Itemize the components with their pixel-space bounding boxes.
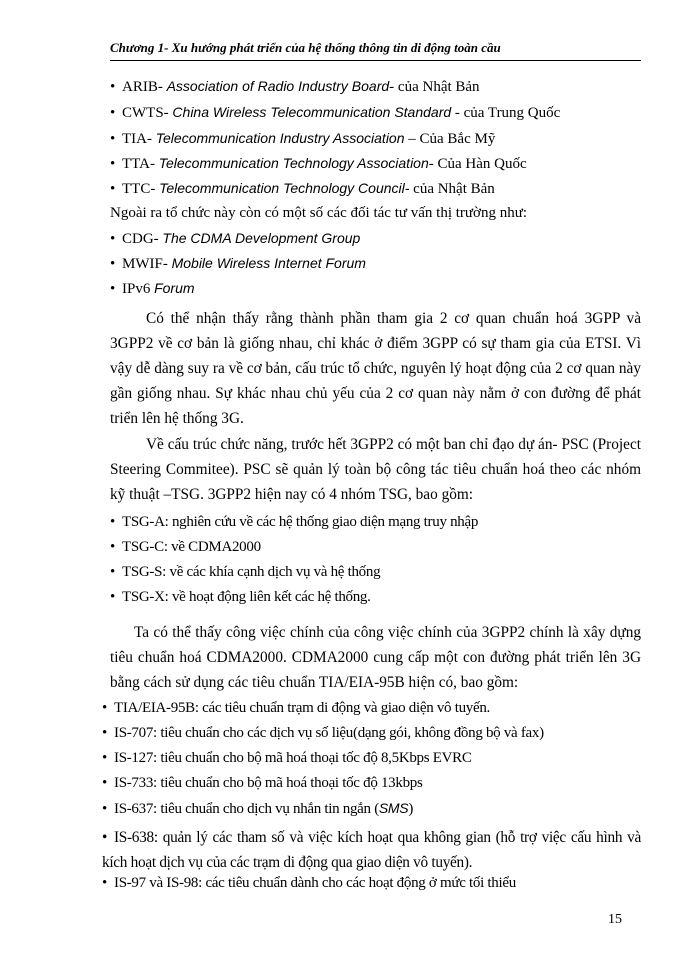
paragraph: Về cấu trúc chức năng, trước hết 3GPP2 có một ban chỉ đạo dự án- PSC (Project Steering Commitee). PSC sẽ quản lý toàn bộ công tác tiêu chuẩn hoá theo các nhóm kỹ thuật –TSG. 3GPP2 hiện nay có 4 nhóm TSG, bao gồm: — [110, 436, 641, 503]
tsg-item — [110, 539, 261, 556]
paragraph: Ta có thể thấy công việc chính của công việc chính của 3GPP2 chính là xây dựng tiêu chuẩn hoá CDMA2000. CDMA2000 cung cấp một con đường phát triển lên 3G bằng cách sử dụng các tiêu chuẩn TIA/EIA-95B hiện có, bao gồm: — [110, 624, 641, 691]
bullet-icon: • — [110, 256, 116, 272]
standard-item — [102, 825, 641, 875]
org-code: CWTS- — [122, 105, 169, 121]
partner-name: The CDMA Development Group — [162, 230, 361, 246]
sms-abbreviation: SMS — [378, 800, 409, 816]
running-header: Chương 1- Xu hướng phát triển của hệ thống thông tin di động toàn cầu — [110, 40, 641, 61]
bullet-icon: • — [110, 281, 116, 297]
org-item — [110, 155, 527, 173]
org-name: China Wireless Telecommunication Standard — [172, 104, 452, 120]
bullet-icon: • — [110, 589, 115, 605]
bullet-icon: • — [102, 725, 107, 741]
org-code: ARIB- — [122, 79, 163, 95]
partner-item — [110, 255, 366, 273]
org-code: TIA- — [122, 131, 152, 147]
bullet-icon: • — [110, 564, 115, 580]
org-country: – Của Bắc Mỹ — [404, 131, 496, 147]
partner-code: MWIF- — [122, 256, 168, 272]
partner-code: IPv6 — [122, 281, 151, 297]
bullet-icon: • — [102, 801, 107, 817]
paragraph: Có thể nhận thấy rằng thành phần tham gia 2 cơ quan chuẩn hoá 3GPP và 3GPP2 về cơ bản là giống nhau, chỉ khác ở điểm 3GPP có sự tham gia của ETSI. Vì vậy dễ dàng suy ra về cơ bản, cấu trúc tổ chức, nguyên lý hoạt động của 2 cơ quan này gần giống nhau. Sự khác nhau chủ yếu của 2 cơ quan này nằm ở con đường để phát triển lên hệ thống 3G. — [110, 310, 641, 427]
tsg-item — [110, 564, 380, 581]
org-item — [110, 130, 495, 148]
standard-text: IS-707: tiêu chuẩn cho các dịch vụ số liệu(dạng gói, không đồng bộ và fax) — [114, 725, 544, 741]
tsg-text: TSG-A: nghiên cứu về các hệ thống giao diện mạng truy nhập — [122, 514, 479, 530]
org-code: TTC- — [122, 181, 156, 197]
org-name: Association of Radio Industry Board — [166, 78, 390, 94]
org-item — [110, 78, 480, 96]
partner-item — [110, 280, 195, 298]
tsg-item — [110, 514, 478, 531]
bullet-icon: • — [102, 875, 107, 891]
partner-name: Forum — [154, 280, 195, 296]
standard-item — [102, 775, 423, 792]
standard-text: IS-733: tiêu chuẩn cho bộ mã hoá thoại tốc độ 13kbps — [114, 775, 423, 791]
org-code: TTA- — [122, 156, 155, 172]
partner-name: Mobile Wireless Internet Forum — [171, 255, 366, 271]
tsg-text: TSG-X: về hoạt động liên kết các hệ thống. — [122, 589, 371, 605]
standard-text: IS-127: tiêu chuẩn cho bộ mã hoá thoại tốc độ 8,5Kbps EVRC — [114, 750, 472, 766]
tsg-item — [110, 589, 371, 606]
org-country: của Nhật Bản — [409, 181, 495, 197]
standard-item — [102, 700, 490, 717]
org-item — [110, 104, 560, 122]
bullet-icon: • — [110, 79, 116, 95]
standard-text: IS-637: tiêu chuẩn cho dịch vụ nhắn tin ngắn ( — [114, 801, 379, 817]
standard-item — [102, 750, 472, 767]
org-name: Telecommunication Industry Association — [155, 130, 405, 146]
partner-code: CDG- — [122, 231, 159, 247]
bullet-icon: • — [110, 231, 116, 247]
org-name: Telecommunication Technology Council- — [159, 180, 410, 196]
bullet-icon: • — [102, 750, 107, 766]
standard-item — [102, 875, 516, 892]
tsg-text: TSG-S: về các khía cạnh dịch vụ và hệ thống — [122, 564, 381, 580]
page-number: 15 — [608, 912, 622, 927]
tsg-text: TSG-C: về CDMA2000 — [122, 539, 261, 555]
bullet-icon: • — [110, 131, 116, 147]
bullet-icon: • — [102, 829, 108, 846]
bullet-icon: • — [102, 775, 107, 791]
bullet-icon: • — [110, 181, 116, 197]
partner-item — [110, 230, 360, 248]
org-name: Telecommunication Technology Association — [158, 155, 429, 171]
org-country: - của Nhật Bản — [389, 79, 480, 95]
bullet-icon: • — [110, 156, 116, 172]
bullet-icon: • — [110, 539, 115, 555]
org-country: - Của Hàn Quốc — [428, 156, 527, 172]
standard-item — [102, 725, 544, 742]
bullet-icon: • — [110, 105, 116, 121]
standard-item — [102, 800, 413, 818]
bullet-icon: • — [102, 700, 107, 716]
org-country: - của Trung Quốc — [451, 105, 561, 121]
standard-text: IS-97 và IS-98: các tiêu chuẩn dành cho các hoạt động ở mức tối thiểu — [114, 875, 516, 891]
bullet-icon: • — [110, 514, 115, 530]
partners-intro: Ngoài ra tổ chức này còn có một số các đối tác tư vấn thị trường như: — [110, 205, 528, 221]
standard-text-close: ) — [408, 801, 414, 817]
org-item — [110, 180, 495, 198]
standard-text: IS-638: quản lý các tham số và việc kích hoạt qua không gian (hỗ trợ việc cấu hình và kích hoạt dịch vụ của các trạm di động qua giao diện vô tuyến). — [102, 829, 641, 871]
standard-text: TIA/EIA-95B: các tiêu chuẩn trạm di động và giao diện vô tuyến. — [114, 700, 490, 716]
